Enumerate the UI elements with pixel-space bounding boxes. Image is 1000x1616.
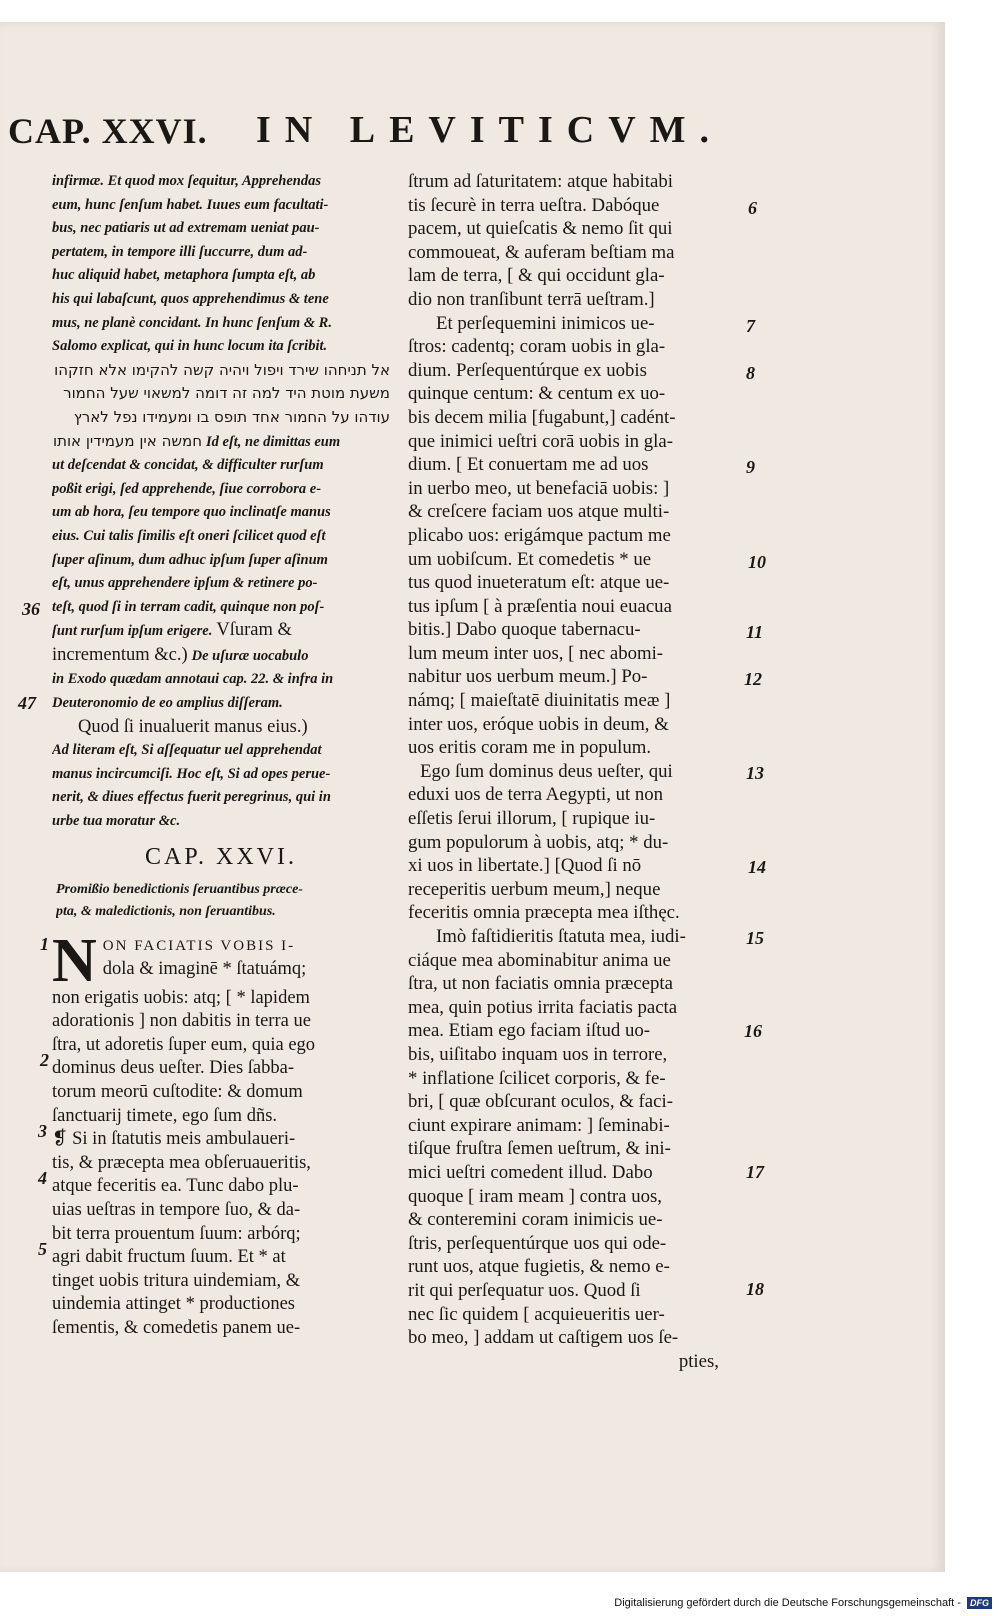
text-line: pertatem, in tempore illi ſuccurre, dum ad- (52, 243, 308, 260)
mixed-line (52, 430, 390, 455)
catchword: pties, (678, 1350, 719, 1372)
text-line: * inflatione ſcilicet corporis, & fe- (408, 1067, 666, 1089)
text-line: Deuteronomio de eo amplius diſſeram. (52, 695, 283, 712)
header-title: IN LEVITICVM. (256, 109, 724, 151)
text-line: ſtrum ad ſaturitatem: atque habitabi (408, 171, 673, 192)
quote-line: Quod ſi inualuerit manus eius.) (78, 716, 308, 737)
text-line: mea, quin potius irrita faciatis pacta (408, 996, 678, 1018)
verse-number: 16 (744, 1021, 762, 1041)
text-line: ON FACIATIS VOBIS I- (102, 937, 296, 954)
text-line: uias ueſtras in tempore ſuo, & da- (52, 1199, 301, 1220)
text-line: ſuper aſinum, dum adhuc ipſum ſuper aſinum (52, 551, 328, 568)
text-line: Ego ſum dominus deus ueſter, qui (420, 760, 673, 782)
text-line: tus ipſum [ à præſentia noui euacua (408, 595, 672, 617)
text-line: dominus deus ueſter. Dies ſabba- (52, 1058, 294, 1079)
verse-number: 6 (748, 198, 757, 218)
text-line: & conteremini coram inimicis ue- (408, 1209, 663, 1231)
text-line: in uerbo meo, ut benefaciā uobis: ] (408, 477, 670, 499)
text-line: adorationis ] non dabitis in terra ue (52, 1011, 311, 1032)
text-line: mus, ne planè concidant. In hunc ſenſum & R. (52, 314, 332, 331)
text-line: huc aliquid habet, metaphora ſumpta eſt, ab (52, 267, 316, 284)
text-span: Id eſt, ne dimittas eum (206, 433, 341, 450)
text-line: ſtris, perſequentúrque uos qui ode- (408, 1232, 667, 1254)
text-span: ſunt rurſum ipſum erigere. (52, 623, 213, 640)
text-span: Vſuram & (216, 620, 292, 641)
text-line: námq; [ maieſtatē diuinitatis meæ ] (408, 690, 671, 712)
verse-number: 15 (746, 928, 764, 948)
text-line: feceritis omnia præcepta mea iſthęc. (408, 902, 680, 924)
text-line: ſanctuarij timete, ego ſum dñs. (52, 1105, 278, 1126)
text-span: incrementum &c.) (52, 644, 188, 665)
book-page (0, 22, 945, 1572)
verse-number: 1 (40, 934, 49, 954)
text-line: runt uos, atque fugietis, & nemo e- (408, 1256, 670, 1278)
mixed-line (52, 619, 390, 644)
text-line: receperitis uerbum meum,] neque (408, 878, 661, 900)
text-line: que inimici ueſtri corā uobis in gla- (408, 430, 673, 452)
commentary-block-1 (52, 170, 390, 359)
text-line: xi uos in libertate.] [Quod ſi nō (408, 855, 642, 877)
text-line: um uobiſcum. Et comedetis * ue (408, 548, 652, 570)
margin-number: 47 (18, 693, 36, 713)
text-line: infirmæ. Et quod mox ſequitur, Apprehendas (52, 173, 321, 189)
verse-number: 3 (38, 1121, 47, 1141)
text-line: eſt, unus apprehendere ipſum & retinere po- (52, 575, 318, 592)
verse-number: 4 (38, 1168, 47, 1188)
verse-number: 14 (748, 857, 766, 877)
text-line: tis, & præcepta mea obſeruaueritis, (52, 1152, 311, 1173)
text-line: bis, uiſitabo inquam uos in terrore, (408, 1043, 668, 1065)
verse-number: 12 (744, 669, 762, 689)
text-line: bri, [ quæ obſcurant oculos, & faci- (408, 1091, 673, 1113)
mixed-line (52, 644, 390, 669)
text-line: um ab hora, ſeu tempore quo inclinatſe manus (52, 504, 331, 521)
verse-number: 9 (746, 457, 755, 477)
text-line: & creſcere faciam uos atque multi- (408, 501, 670, 523)
text-line: nerit, & diues effectus fuerit peregrinus, qui in (52, 789, 331, 806)
text-line: lam de terra, [ & qui occidunt gla- (408, 265, 665, 287)
text-line: quoque [ iram meam ] contra uos, (408, 1185, 662, 1207)
text-line: plicabo uos: erigámque pactum me (408, 524, 671, 546)
chapter-heading: CAP. XXVI. (144, 843, 297, 870)
text-line: uindemia attinget * productiones (52, 1294, 296, 1315)
verse-number: 5 (38, 1239, 47, 1259)
text-line: tis ſecurè in terra ueſtra. Dabóque (408, 194, 660, 216)
chapter-summary (52, 879, 390, 923)
text-line: commoueat, & auferam beſtiam ma (408, 241, 675, 263)
text-line: dola & imaginē * ſtatuámq; (102, 959, 307, 980)
verse-number: 11 (746, 622, 764, 642)
text-line: mici ueſtri comedent illud. Dabo (408, 1161, 653, 1183)
verse-number: 18 (746, 1279, 764, 1299)
hebrew-line: אל תניחהו שירד ויפול ויהיה קשה להקימו אלא חזקהו (54, 360, 390, 379)
text-line: tus quod inueteratum eſt: atque ue- (408, 572, 670, 594)
text-line: eius. Cui talis ſimilis eſt oneri ſcilicet quod eſt (52, 527, 326, 544)
text-line: his qui labaſcunt, quos apprehendimus & tene (52, 290, 329, 307)
hebrew-line: חמשה אין מעמידין אותו (53, 431, 202, 450)
text-line: Et perſequemini inimicos ue- (436, 312, 655, 334)
text-line: dium. Perſequentúrque ex uobis (408, 359, 647, 381)
text-line: tiſque fruſtra ſemen ueſtrum, & ini- (408, 1138, 671, 1160)
text-line: gum populorum à uobis, atq; * du- (408, 831, 669, 853)
text-line: nec ſic quidem [ acquieueritis uer- (408, 1303, 665, 1325)
text-line: urbe tua moratur &c. (52, 813, 181, 830)
text-line: teſt, quod ſi in terram cadit, quinque non poſ- (52, 598, 325, 615)
text-line: ſtra, ut non faciatis omnia præcepta (408, 973, 673, 995)
text-line: uos eritis coram me in populum. (408, 737, 652, 759)
text-line: Salomo explicat, qui in hunc locum ita ſcribit. (52, 338, 328, 355)
text-line: ſementis, & comedetis panem ue- (52, 1317, 301, 1338)
text-line: quinque centum: & centum ex uo- (408, 383, 666, 405)
text-line: manus incircumciſi. Hoc eſt, Si ad opes perue- (52, 765, 331, 782)
hebrew-line: עודהו על החמור אחד תופס בו ומעמידו נפל לארץ (73, 407, 390, 426)
text-line: ❡ Si in ſtatutis meis ambulaueri- (52, 1129, 296, 1150)
left-column (52, 170, 390, 1341)
text-line: Imò faſtidieritis ſtatuta mea, iudi- (436, 926, 686, 947)
text-line: non erigatis uobis: atq; [ * lapidem (52, 987, 310, 1008)
text-line: bus, nec patiaris ut ad extremam ueniat pau- (52, 220, 320, 237)
text-line: ſtra, ut adoretis ſuper eum, quia ego (52, 1034, 316, 1055)
text-line: eduxi uos de terra Aegypti, ut non (408, 784, 664, 806)
text-line: ſtros: cadentq; coram uobis in gla- (408, 336, 666, 358)
text-line: dio non tranſibunt terrā ueſtram.] (408, 288, 655, 310)
summary-line: pta, & maledictionis, non ſeruantibus. (56, 903, 276, 919)
scripture-text (52, 926, 390, 1341)
text-line: rit qui perſequatur uos. Quod ſi (408, 1279, 641, 1301)
hebrew-line: משעת מוטת היד למה זה דומה למשאוי שעל החמור (63, 384, 390, 403)
credit-text: Digitalisierung gefördert durch die Deutsche Forschungsgemeinschaft - (614, 1597, 961, 1609)
text-line: eum, hunc ſenſum habet. Iuues eum facultati- (52, 196, 329, 213)
right-column (408, 170, 773, 1373)
text-line: torum meorū cuſtodite: & domum (52, 1082, 303, 1102)
text-line: bo meo, ] addam ut caſtigem uos ſe- (408, 1327, 679, 1349)
text-line: in Exodo quædam annotaui cap. 22. & infra in (52, 671, 334, 688)
text-line: ciáque mea abominabitur anima ue (408, 949, 671, 971)
verse-number: 8 (746, 363, 755, 383)
text-line: bitis.] Dabo quoque tabernacu- (408, 619, 641, 641)
verse-number: 10 (748, 552, 766, 572)
verse-number: 7 (746, 316, 755, 336)
header-chapter: CAP. XXVI. (8, 111, 208, 151)
hebrew-quotation (52, 359, 390, 454)
drop-capital: N (52, 926, 97, 995)
verse-number: 13 (746, 763, 764, 783)
text-line: nabitur uos uerbum meum.] Po- (408, 666, 648, 688)
text-line: tinget uobis tritura uindemiam, & (52, 1270, 301, 1291)
text-line: dium. [ Et conuertam me ad uos (408, 454, 649, 476)
text-line: Ad literam eſt, Si aſſequatur uel apprehendat (52, 742, 322, 759)
verse-number: 2 (40, 1050, 49, 1070)
text-line: bis decem milia [fugabunt,] cadént- (408, 406, 676, 428)
summary-line: Promißio benedictionis ſeruantibus præce- (56, 881, 303, 897)
text-line: lum meum inter uos, [ nec abomi- (408, 642, 664, 664)
margin-number: 36 (22, 599, 40, 619)
dfg-logo: DFG (967, 1597, 992, 1609)
text-line: pacem, ut quieſcatis & nemo ſit qui (408, 218, 673, 240)
text-line: atque feceritis ea. Tunc dabo plu- (52, 1176, 299, 1197)
running-header (4, 100, 945, 160)
text-line: bit terra prouentum ſuum: arbórq; (52, 1223, 301, 1244)
text-line: poßit erigi, ſed apprehende, ſiue corrobora e- (52, 480, 322, 497)
text-line: agri dabit fructum ſuum. Et * at (52, 1247, 286, 1268)
text-line: mea. Etiam ego faciam iſtud uo- (408, 1020, 650, 1042)
text-line: inter uos, eróque uobis in deum, & (408, 713, 669, 735)
verse-number: 17 (746, 1162, 764, 1182)
text-line: ut deſcendat & concidat, & difficulter rurſum (52, 457, 324, 474)
text-line: ciunt expirare animam: ] ſeminabi- (408, 1114, 670, 1136)
commentary-block-2 (52, 454, 390, 834)
text-line: eſſetis ſerui illorum, [ rupique iu- (408, 808, 656, 830)
text-span: De uſuræ uocabulo (191, 647, 309, 664)
digitization-credit (614, 1597, 992, 1609)
